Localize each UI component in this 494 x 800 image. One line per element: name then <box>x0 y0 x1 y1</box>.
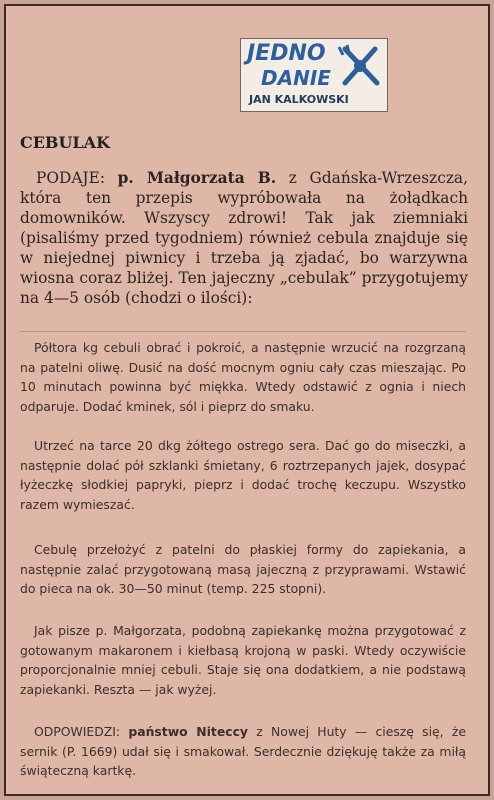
intro-rest: z Gdańska-Wrzeszcza, która ten przepis wypróbowała na żołądkach domowników. Wszyscy zdrowi! Tak jak ziemniaki (pisaliśmy przed tygodniem) również cebula znajduje się w niejednej piwnicy i trzeba ją zjadać, bo warzywna wiosna coraz bliżej. Ten jajeczny „cebulak” przygotujemy na 4—5 osób (chodzi o ilości): <box>20 169 468 307</box>
logo-line-2: DANIE <box>261 66 331 90</box>
replies-name: państwo Niteccy <box>128 724 248 739</box>
replies-lead: ODPOWIEDZI: <box>34 724 121 739</box>
intro-name: p. Małgorzata B. <box>117 169 277 187</box>
replies-rest: z Nowej Huty — cieszę się, że sernik (P. 1669) udał się i smakował. Serdecznie dziękuję także za miłą świąteczną kartkę. <box>20 724 466 778</box>
fork-knife-icon <box>337 43 383 91</box>
article-intro <box>20 168 468 308</box>
recipe-step-2: Utrzeć na tarce 20 dkg żółtego ostrego sera. Dać go do miseczki, a następnie dolać pół szklanki śmietany, 6 roztrzepanych jajek, dosypać łyżeczkę słodkiej papryki, pieprz i dodać trochę keczupu. Wszystko razem wymieszać. <box>20 438 466 512</box>
reader-replies <box>20 722 466 781</box>
recipe-step-3: Cebulę przełożyć z patelni do płaskiej formy do zapiekania, a następnie zalać przygotowaną masą jajeczną z przyprawami. Wstawić do pieca na ok. 30—50 minut (temp. 225 stopni). <box>20 542 466 596</box>
logo-line-1: JEDNO <box>247 41 326 66</box>
article-title: CEBULAK <box>20 133 110 152</box>
divider <box>20 331 466 332</box>
recipe-variant: Jak pisze p. Małgorzata, podobną zapiekankę można przygotować z gotowanym makaronem i kiełbasą krojoną w paski. Wtedy oczywiście proporcjonalnie mniej cebuli. Staje się ona dodatkiem, a nie podstawą zapiekanki. Reszta — jak wyżej. <box>20 623 466 697</box>
intro-lead: PODAJE: <box>36 169 106 187</box>
column-logo <box>240 38 388 112</box>
recipe-step-1: Półtora kg cebuli obrać i pokroić, a następnie wrzucić na rozgrzaną na patelni oliwę. Dusić na dość mocnym ogniu cały czas mieszając. Po 10 minutach powinna być miękka. Wtedy odstawić z ognia i niech odparuje. Dodać kminek, sól i pieprz do smaku. <box>20 340 466 414</box>
logo-author: JAN KALKOWSKI <box>249 93 349 106</box>
